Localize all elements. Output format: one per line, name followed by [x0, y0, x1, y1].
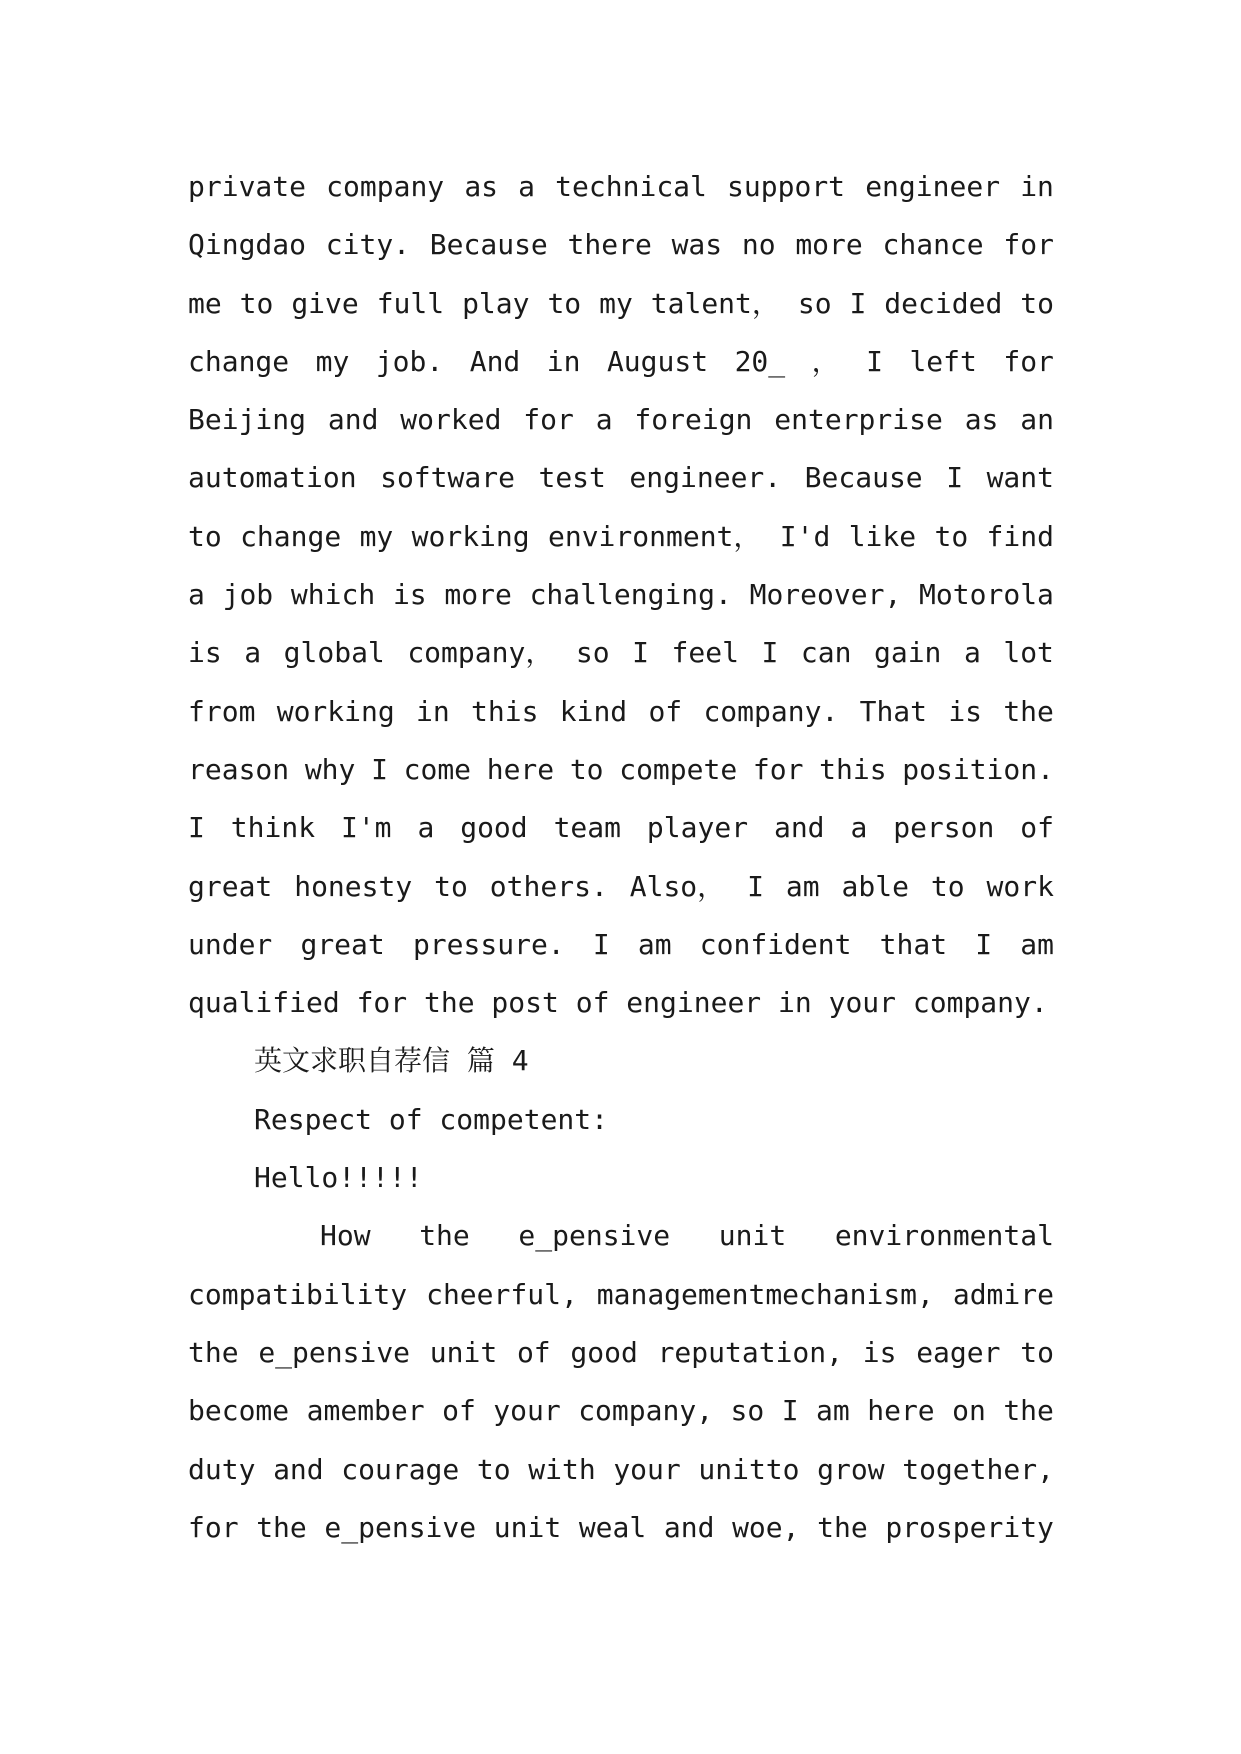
word: automation: [188, 461, 357, 495]
word: player: [646, 811, 749, 845]
word: environmental: [834, 1219, 1054, 1253]
word: change: [188, 344, 290, 378]
word: How: [320, 1219, 371, 1253]
word: together,: [902, 1452, 1054, 1486]
word: in: [1020, 170, 1054, 203]
word: position.: [902, 752, 1054, 786]
text-line: [188, 566, 1054, 624]
text-line: [188, 508, 1054, 566]
salutation-hello: Hello!!!!!: [254, 1161, 423, 1195]
word: for: [1003, 228, 1054, 262]
word: I: [866, 344, 883, 378]
word: courage: [341, 1452, 460, 1486]
word: I: [761, 636, 779, 670]
word: a: [850, 811, 868, 845]
word: able: [841, 869, 909, 903]
word: global: [283, 636, 385, 670]
word: great: [188, 869, 273, 903]
word: I'm: [340, 811, 392, 845]
word: I: [632, 636, 649, 670]
word: more: [444, 578, 512, 612]
word: software: [380, 461, 515, 495]
word: am: [785, 869, 820, 903]
word: is: [392, 578, 427, 612]
word: on: [952, 1394, 986, 1428]
word: I: [975, 927, 993, 961]
word: worked: [400, 403, 502, 437]
word: technical: [555, 170, 707, 203]
word: become: [188, 1394, 290, 1428]
word: so: [730, 1394, 765, 1428]
word: decided: [884, 286, 1003, 320]
word: me: [188, 286, 222, 320]
word: with: [528, 1452, 596, 1486]
word: company: [326, 170, 445, 203]
text-line: [188, 275, 1054, 333]
word: pressure.: [412, 927, 565, 961]
word: lot: [1003, 636, 1054, 670]
word: as: [964, 403, 999, 437]
text-line: [188, 449, 1054, 507]
word: chance: [882, 228, 984, 262]
word: of: [1020, 811, 1054, 845]
word: more: [795, 228, 863, 262]
word: change: [240, 519, 342, 553]
word: to: [934, 519, 969, 553]
word: job: [222, 578, 274, 612]
word: e_pensive: [258, 1335, 411, 1369]
word: I: [371, 752, 388, 786]
word: Also，: [629, 869, 726, 903]
word: foreign: [634, 403, 753, 437]
word: the: [817, 1510, 868, 1544]
word: good: [570, 1335, 638, 1369]
text-line: [188, 333, 1054, 391]
word: there: [567, 228, 652, 262]
word: of: [516, 1335, 551, 1369]
word: company.: [703, 694, 839, 728]
word: for: [523, 403, 574, 437]
word: my: [359, 519, 394, 553]
word: unit: [718, 1219, 787, 1253]
word: Because: [804, 461, 923, 495]
word: and: [663, 1510, 715, 1544]
text-line: [188, 799, 1054, 857]
word: so: [797, 286, 832, 320]
word: I: [849, 286, 867, 320]
word: duty: [188, 1452, 256, 1486]
document-page: [188, 158, 1054, 1557]
word: unit: [429, 1335, 498, 1369]
word: my: [315, 344, 350, 378]
word: a: [188, 578, 205, 612]
word: to: [434, 869, 468, 903]
word: in: [546, 344, 581, 378]
word: ，: [811, 344, 840, 378]
word: weal: [578, 1510, 647, 1544]
word: to: [476, 1452, 511, 1486]
word: great: [300, 927, 385, 961]
word: environment，: [547, 519, 762, 553]
word: your: [493, 1394, 561, 1428]
word: unit: [493, 1510, 562, 1544]
word: think: [230, 811, 316, 845]
word: team: [553, 811, 621, 845]
word: is: [862, 1335, 897, 1369]
word: working: [276, 694, 395, 728]
word: a: [244, 636, 262, 670]
word: to: [930, 869, 965, 903]
word: come: [403, 752, 472, 786]
paragraph-1-last-line: qualified for the post of engineer in your company.: [188, 986, 1048, 1020]
word: a: [417, 811, 435, 845]
word: I: [188, 811, 205, 845]
word: good: [460, 811, 528, 845]
word: want: [986, 461, 1054, 495]
word: Moreover,: [749, 578, 902, 612]
word: Motorola: [919, 578, 1054, 612]
word: Qingdao: [188, 228, 307, 262]
text-line: [188, 216, 1054, 274]
word: which: [290, 578, 376, 612]
word: I: [747, 869, 764, 903]
word: managementmechanism,: [596, 1277, 934, 1311]
word: to: [239, 286, 274, 320]
word: confident: [699, 927, 852, 961]
word: company,: [578, 1394, 714, 1428]
word: the: [256, 1510, 307, 1544]
word: full: [376, 286, 445, 320]
word: as: [464, 170, 499, 203]
word: a: [518, 170, 536, 203]
word: gain: [873, 636, 942, 670]
word: for: [1003, 344, 1054, 378]
paragraph-2: [188, 1207, 1054, 1557]
word: can: [800, 636, 852, 670]
word: this: [819, 752, 887, 786]
text-line: [188, 741, 1054, 799]
word: That: [859, 694, 928, 728]
word: support: [727, 170, 846, 203]
text-line-first: [188, 1207, 1054, 1265]
word: a: [963, 636, 981, 670]
word: working: [411, 519, 530, 553]
text-line: [188, 391, 1054, 449]
word: others.: [489, 869, 608, 903]
word: play: [462, 286, 530, 320]
word: person: [893, 811, 995, 845]
text-line: [188, 624, 1054, 682]
text-line: [188, 1266, 1054, 1324]
word: woe,: [732, 1510, 800, 1544]
word: under: [188, 927, 273, 961]
section-heading: 英文求职自荐信 篇 4: [254, 1044, 529, 1078]
word: here: [486, 752, 555, 786]
word: of: [648, 694, 683, 728]
word: the: [188, 1335, 239, 1369]
word: cheerful,: [426, 1277, 578, 1311]
word: and: [773, 811, 825, 845]
text-line: [188, 1382, 1054, 1440]
word: for: [752, 752, 804, 786]
word: and: [273, 1452, 324, 1486]
word: admire: [952, 1277, 1054, 1311]
word: am: [1020, 927, 1054, 961]
word: your: [613, 1452, 681, 1486]
word: a: [595, 403, 613, 437]
word: Beijing: [188, 403, 307, 437]
word: test: [538, 461, 606, 495]
word: city.: [325, 228, 411, 262]
text-line: [188, 158, 1054, 216]
word: am: [816, 1394, 850, 1428]
word: to: [188, 519, 222, 553]
word: left: [909, 344, 977, 378]
word: I: [781, 1394, 799, 1428]
word: give: [291, 286, 359, 320]
word: I'd: [779, 519, 831, 553]
word: an: [1020, 403, 1054, 437]
paragraph-1: [188, 158, 1054, 974]
word: work: [986, 869, 1054, 903]
word: to: [1020, 1335, 1054, 1369]
word: why: [304, 752, 356, 786]
word: And: [469, 344, 521, 378]
word: is: [188, 636, 222, 670]
word: of: [442, 1394, 476, 1428]
word: to: [1020, 286, 1054, 320]
word: I: [946, 461, 964, 495]
word: job.: [375, 344, 444, 378]
word: feel: [671, 636, 739, 670]
word: to: [547, 286, 582, 320]
word: and: [327, 403, 379, 437]
word: the: [1003, 1394, 1054, 1428]
word: compatibility: [188, 1277, 408, 1311]
word: e_pensive: [324, 1510, 477, 1544]
word: I: [592, 927, 610, 961]
word: here: [867, 1394, 935, 1428]
word: no: [741, 228, 776, 262]
word: engineer: [865, 170, 1001, 203]
word: am: [637, 927, 672, 961]
word: grow: [817, 1452, 885, 1486]
word: the: [1003, 694, 1054, 728]
word: amember: [306, 1394, 425, 1428]
word: prosperity: [885, 1510, 1054, 1544]
word: so: [575, 636, 610, 670]
word: was: [671, 228, 723, 262]
text-line: [188, 1441, 1054, 1499]
word: compete: [619, 752, 738, 786]
word: engineer.: [629, 461, 782, 495]
word: eager: [916, 1335, 1001, 1369]
word: unitto: [698, 1452, 800, 1486]
word: 20_: [734, 344, 786, 378]
word: August: [606, 344, 709, 378]
word: like: [848, 519, 917, 553]
text-line: [188, 858, 1054, 916]
word: talent，: [650, 286, 780, 320]
word: e_pensive: [518, 1219, 671, 1253]
word: my: [599, 286, 633, 320]
word: enterprise: [774, 403, 943, 437]
word: Because: [429, 228, 548, 262]
word: for: [188, 1510, 239, 1544]
text-line: [188, 683, 1054, 741]
word: reputation,: [657, 1335, 843, 1369]
text-line: [188, 1499, 1054, 1557]
word: to: [569, 752, 604, 786]
text-line: [188, 1324, 1054, 1382]
word: private: [188, 170, 307, 203]
word: kind: [559, 694, 628, 728]
salutation-respect: Respect of competent:: [254, 1102, 609, 1136]
text-line: [188, 916, 1054, 974]
word: company，: [407, 636, 554, 670]
word: that: [879, 927, 948, 961]
word: the: [419, 1219, 470, 1253]
word: reason: [188, 752, 290, 786]
word: challenging.: [529, 578, 732, 612]
word: from: [188, 694, 256, 728]
word: in: [416, 694, 450, 728]
word: honesty: [294, 869, 413, 903]
word: this: [471, 694, 539, 728]
word: find: [986, 519, 1054, 553]
word: is: [948, 694, 983, 728]
